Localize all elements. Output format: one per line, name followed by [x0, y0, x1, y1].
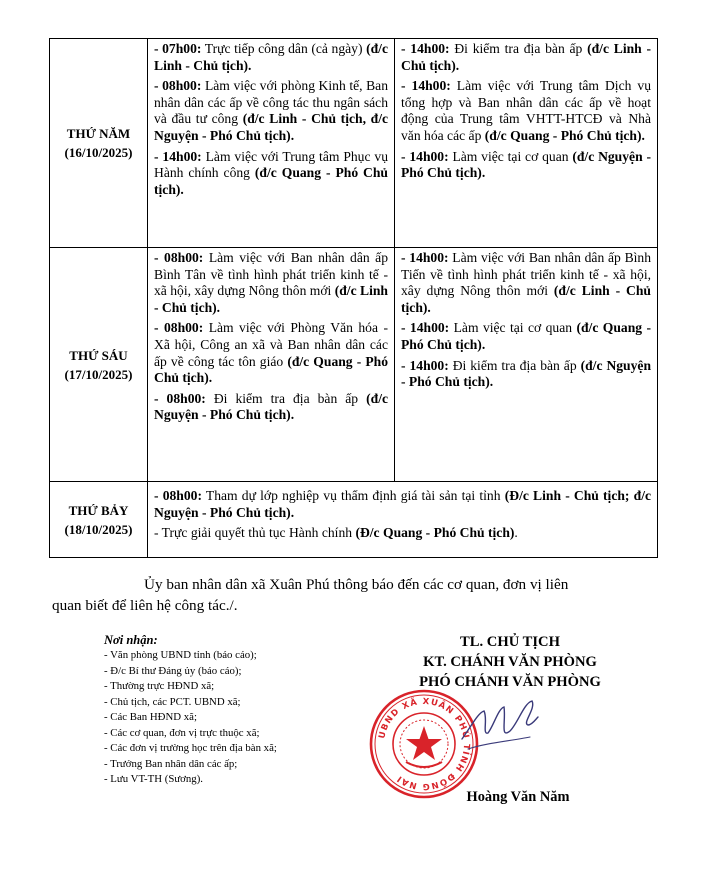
entry-person: (đ/c Linh - Chủ tịch). — [401, 41, 652, 73]
entry-person: (đ/c Nguyện - Phó Chủ tịch). — [401, 357, 652, 390]
entry-person: (đ/c Linh - Chủ tịch, đ/c Nguyện - Phó Chủ tịch). — [154, 111, 388, 143]
signer-name: Hoàng Văn Năm — [466, 789, 570, 805]
day-name: THỨ NĂM — [66, 126, 131, 141]
entry-person: (Đ/c Linh - Chủ tịch; đ/c Nguyện - Phó Chủ tịch). — [154, 488, 651, 520]
schedule-entry — [154, 320, 388, 386]
entry-person: (đ/c Quang - Phó Chủ tịch). — [154, 353, 388, 386]
entry-person: (đ/c Linh - Chủ tịch). — [154, 283, 388, 315]
schedule-entry — [401, 358, 651, 391]
entry-text: Làm việc với Trung tâm Phục vụ Hành chính công — [154, 148, 389, 181]
schedule-row-thursday — [50, 39, 658, 248]
entry-time: - 14h00: — [401, 357, 449, 373]
entry-time: - 08h00: — [154, 78, 202, 94]
schedule-entry — [401, 320, 651, 353]
recipients-heading: Nơi nhận: — [104, 633, 158, 647]
day-name: THỨ BẢY — [68, 502, 129, 518]
entry-person: (đ/c Linh - Chủ tịch). — [401, 283, 651, 315]
entry-time: - 08h00: — [154, 320, 204, 336]
signature-title-1: TL. CHỦ TỊCH — [460, 634, 560, 650]
day-cell — [50, 248, 148, 482]
entry-text: Làm việc với phòng Kinh tế, Ban nhân dân các ấp về công tác thu ngân sách và đầu tư công — [154, 78, 389, 127]
signature-title-2: KT. CHÁNH VĂN PHÒNG — [423, 654, 597, 670]
entry-text: Làm việc với Trung tâm Dịch vụ tổng hợp và Ban nhân dân các ấp về hoạt động của Trung tâm VHTT-HTCĐ và Nhà văn hóa các ấp — [401, 78, 651, 143]
notice-paragraph — [52, 574, 658, 616]
recipient-item: - Các cơ quan, đơn vị trực thuộc xã; — [104, 726, 260, 739]
entry-text: Làm việc tại cơ quan — [448, 148, 573, 164]
schedule-entry — [154, 250, 388, 316]
entry-person: (đ/c Linh - Chủ tịch). — [154, 41, 388, 73]
recipient-item: - Lưu VT-TH (Sương). — [104, 773, 203, 785]
entry-text: Đi kiểm tra địa bàn ấp — [449, 41, 588, 56]
morning-cell — [148, 39, 395, 248]
day-cell — [50, 39, 148, 248]
day-date: (16/10/2025) — [64, 145, 133, 160]
schedule-table — [49, 38, 658, 558]
recipient-item: - Đ/c Bí thư Đảng ủy (báo cáo); — [104, 664, 242, 677]
day-date: (17/10/2025) — [64, 366, 133, 382]
recipient-item: - Văn phòng UBND tỉnh (báo cáo); — [104, 649, 257, 661]
schedule-entry — [154, 488, 651, 521]
entry-time: - 08h00: — [154, 250, 204, 265]
entry-person: (đ/c Nguyện - Phó Chủ tịch). — [401, 148, 651, 181]
schedule-entry — [154, 41, 388, 74]
recipients-list — [104, 648, 364, 788]
schedule-row-friday — [50, 248, 658, 482]
entry-time: - 07h00: — [154, 41, 202, 56]
schedule-entry — [401, 41, 651, 74]
schedule-row-saturday — [50, 482, 658, 558]
entry-text: Đi kiểm tra địa bàn ấp — [448, 357, 581, 373]
entry-text: Làm việc với Ban nhân dân ấp Bình Tân về tình hình phát triển kinh tế - xã hội, xây dựng Nông thôn mới — [154, 250, 389, 299]
entry-text: - Trực giải quyết thủ tục Hành chính — [154, 525, 356, 541]
entry-time: - 14h00: — [401, 250, 449, 265]
signature-block — [400, 632, 620, 692]
entry-tail: . — [514, 525, 518, 541]
schedule-entry — [401, 78, 651, 144]
recipient-item: - Thường trực HĐND xã; — [104, 680, 215, 692]
recipient-item: - Chủ tịch, các PCT. UBND xã; — [104, 695, 241, 708]
recipient-item: - Trưởng Ban nhân dân các ấp; — [104, 757, 238, 770]
signature-title-3: PHÓ CHÁNH VĂN PHÒNG — [419, 674, 601, 690]
entry-person: (đ/c Nguyện - Phó Chủ tịch). — [154, 390, 389, 423]
entry-text: Làm việc tại cơ quan — [449, 320, 577, 336]
entry-text: Tham dự lớp nghiệp vụ thẩm định giá tài sản tại tỉnh — [201, 488, 505, 503]
entry-person: (đ/c Quang - Phó Chủ tịch). — [154, 165, 388, 197]
entry-text: Làm việc với Phòng Văn hóa - Xã hội, Công an xã và Ban nhân dân các ấp về công tác tôn giáo — [154, 320, 388, 369]
entry-time: - 08h00: — [154, 390, 206, 406]
entry-time: - 08h00: — [154, 488, 202, 503]
entry-text: Đi kiểm tra địa bàn ấp — [205, 390, 367, 406]
entry-text: Làm việc với Ban nhân dân ấp Bình Tiến về tình hình phát triển kinh tế - xã hội, xây dựng Nông thôn mới — [401, 250, 652, 299]
entry-time: - 14h00: — [401, 148, 449, 164]
schedule-entry — [401, 149, 651, 182]
schedule-entry — [154, 149, 388, 199]
handwritten-signature-icon — [458, 695, 540, 765]
schedule-entry — [154, 525, 651, 542]
recipients-block — [104, 632, 364, 788]
afternoon-cell — [395, 248, 658, 482]
schedule-entry — [154, 78, 388, 144]
notice-line-2: quan biết để liên hệ công tác./. — [52, 597, 238, 614]
schedule-entry — [154, 391, 388, 424]
recipient-item: - Các Ban HĐND xã; — [104, 711, 197, 723]
notice-line-1: Ủy ban nhân dân xã Xuân Phú thông báo đến các cơ quan, đơn vị liên — [144, 576, 569, 593]
day-cell — [50, 482, 148, 558]
entry-time: - 14h00: — [401, 320, 450, 336]
afternoon-cell — [395, 39, 658, 248]
day-name: THỨ SÁU — [69, 347, 128, 363]
schedule-entry — [401, 250, 651, 316]
recipient-item: - Các đơn vị trường học trên địa bàn xã; — [104, 742, 277, 754]
entry-time: - 14h00: — [401, 41, 450, 56]
full-day-cell — [148, 482, 658, 558]
entry-person: (đ/c Quang - Phó Chủ tịch). — [401, 320, 651, 352]
entry-time: - 14h00: — [401, 78, 451, 94]
entry-text: Trực tiếp công dân (cả ngày) — [201, 41, 367, 56]
entry-person: (đ/c Quang - Phó Chủ tịch). — [484, 127, 645, 143]
entry-time: - 14h00: — [154, 148, 202, 164]
seal-text: UBND XÃ XUÂN PHÚ TỈNH ĐỒNG NAI — [377, 696, 472, 792]
day-date: (18/10/2025) — [64, 521, 133, 537]
entry-person: (Đ/c Quang - Phó Chủ tịch) — [355, 525, 515, 541]
morning-cell — [148, 248, 395, 482]
